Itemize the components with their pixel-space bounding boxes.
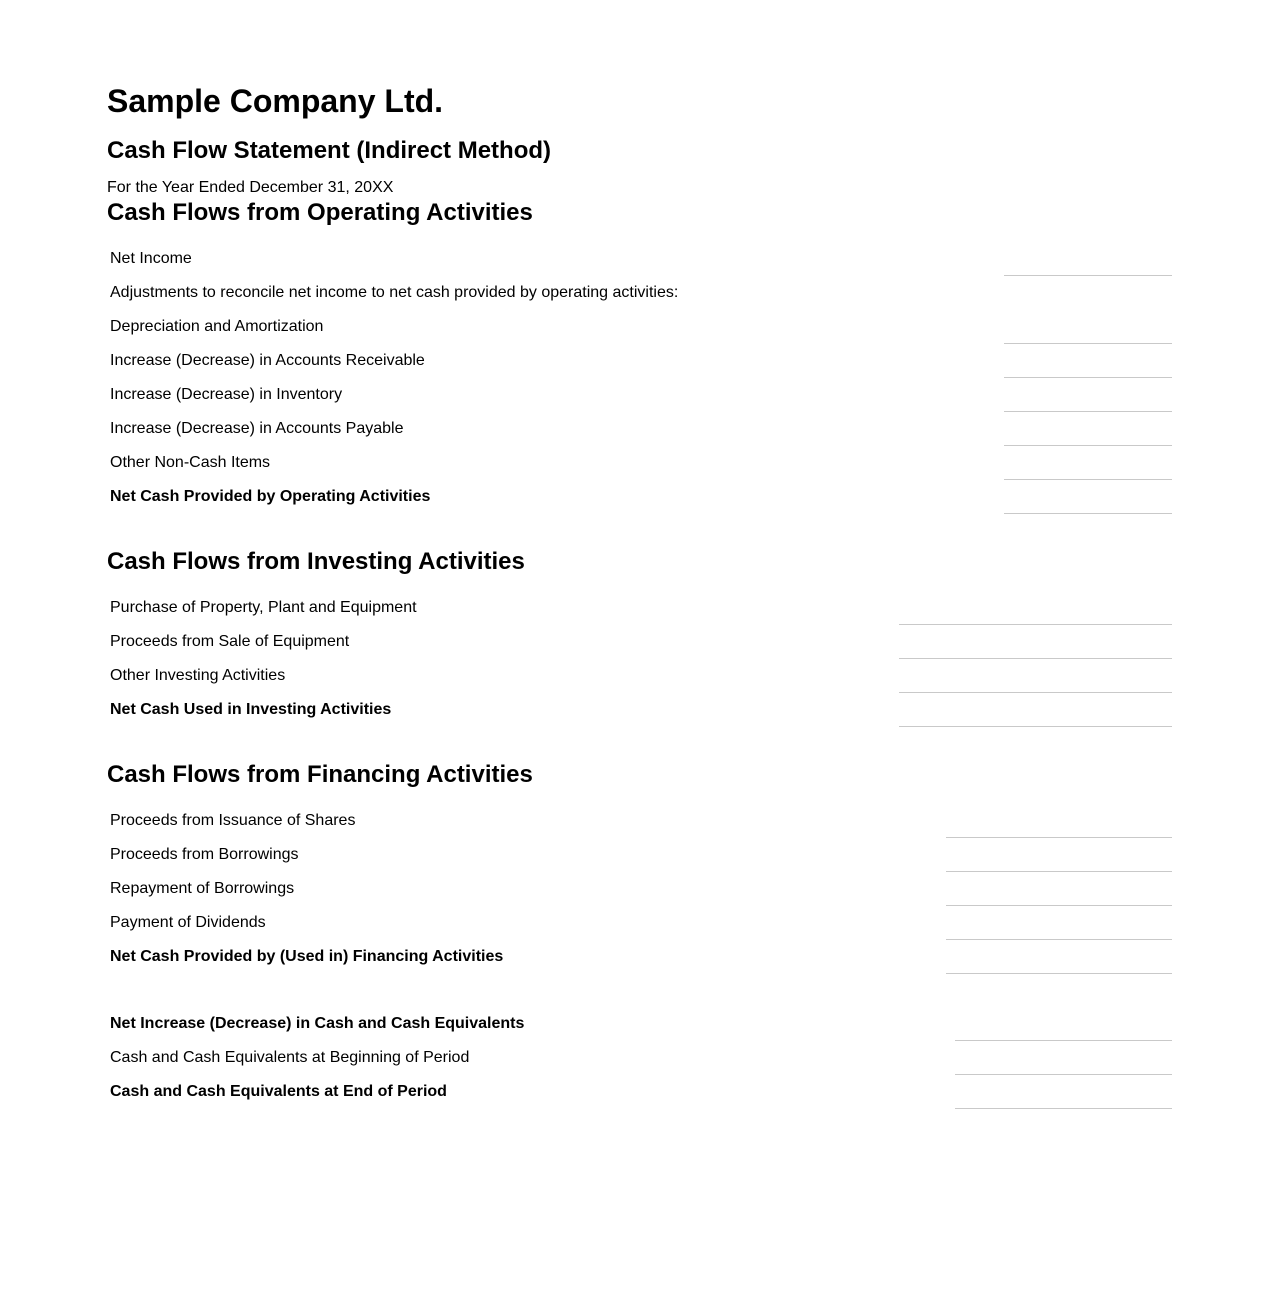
amount-blank-line <box>1004 513 1172 514</box>
amount-blank-line <box>955 1108 1172 1109</box>
line-item-label: Proceeds from Borrowings <box>110 846 299 863</box>
section-heading-operating: Cash Flows from Operating Activities <box>107 199 533 226</box>
line-item-row-total <box>107 1075 1172 1109</box>
section-heading-investing: Cash Flows from Investing Activities <box>107 548 525 575</box>
company-name: Sample Company Ltd. <box>107 83 444 119</box>
line-item-label: Increase (Decrease) in Accounts Payable <box>110 420 404 437</box>
operating-rows <box>107 242 1172 514</box>
line-item-label: Net Cash Provided by (Used in) Financing Activities <box>110 948 504 965</box>
investing-rows <box>107 591 1172 727</box>
line-item-row <box>107 804 1172 838</box>
line-item-label: Proceeds from Issuance of Shares <box>110 812 356 829</box>
line-item-label: Net Income <box>110 250 192 267</box>
line-item-row <box>107 906 1172 940</box>
amount-blank-line <box>946 973 1172 974</box>
line-item-row <box>107 446 1172 480</box>
line-item-row-total <box>107 480 1172 514</box>
line-item-row <box>107 378 1172 412</box>
line-item-row <box>107 625 1172 659</box>
line-item-label: Other Investing Activities <box>110 667 286 684</box>
line-item-row <box>107 310 1172 344</box>
line-item-row <box>107 344 1172 378</box>
financing-rows <box>107 804 1172 974</box>
line-item-row <box>107 591 1172 625</box>
line-item-row <box>107 1041 1172 1075</box>
section-operating-activities <box>107 199 1172 514</box>
line-item-label: Purchase of Property, Plant and Equipment <box>110 599 417 616</box>
section-investing-activities <box>107 548 1172 727</box>
line-item-row-total <box>107 940 1172 974</box>
line-item-label: Increase (Decrease) in Accounts Receivable <box>110 352 425 369</box>
line-item-row <box>107 838 1172 872</box>
summary-block <box>107 1007 1172 1109</box>
line-item-label: Adjustments to reconcile net income to net cash provided by operating activities: <box>110 284 679 301</box>
line-item-label: Repayment of Borrowings <box>110 880 295 897</box>
line-item-label: Cash and Cash Equivalents at Beginning of Period <box>110 1049 470 1066</box>
line-item-row <box>107 242 1172 276</box>
line-item-row <box>107 872 1172 906</box>
line-item-row <box>107 659 1172 693</box>
line-item-label: Increase (Decrease) in Inventory <box>110 386 343 403</box>
line-item-label: Cash and Cash Equivalents at End of Period <box>110 1083 447 1100</box>
line-item-row-total <box>107 693 1172 727</box>
line-item-row-total <box>107 1007 1172 1041</box>
line-item-label: Payment of Dividends <box>110 914 266 931</box>
line-item-label: Other Non-Cash Items <box>110 454 271 471</box>
line-item-row <box>107 276 1172 310</box>
line-item-label: Net Cash Provided by Operating Activities <box>110 488 431 505</box>
statement-period: For the Year Ended December 31, 20XX <box>107 179 394 196</box>
section-financing-activities <box>107 761 1172 974</box>
line-item-label: Net Cash Used in Investing Activities <box>110 701 392 718</box>
section-heading-financing: Cash Flows from Financing Activities <box>107 761 533 788</box>
line-item-label: Proceeds from Sale of Equipment <box>110 633 350 650</box>
line-item-row <box>107 412 1172 446</box>
statement-title: Cash Flow Statement (Indirect Method) <box>107 137 552 164</box>
line-item-label: Net Increase (Decrease) in Cash and Cash Equivalents <box>110 1015 525 1032</box>
amount-blank-line <box>899 726 1172 727</box>
line-item-label: Depreciation and Amortization <box>110 318 324 335</box>
